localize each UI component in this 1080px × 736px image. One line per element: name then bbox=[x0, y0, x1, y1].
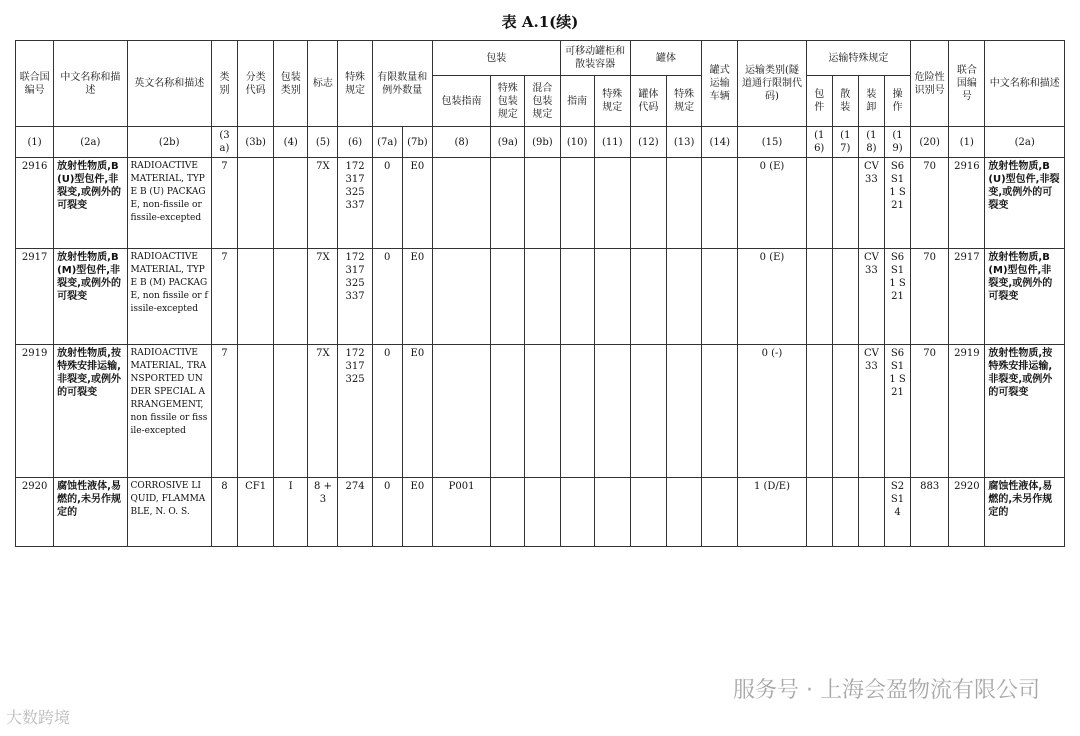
cell-labels: 7X bbox=[308, 345, 338, 478]
cell-10 bbox=[560, 478, 594, 547]
dangerous-goods-table bbox=[15, 40, 1065, 547]
cell-9b bbox=[525, 249, 560, 345]
cell-un: 2917 bbox=[16, 249, 54, 345]
colnum: (13) bbox=[667, 127, 702, 158]
cell-17 bbox=[832, 478, 858, 547]
hdr-cat: 运输类别(隧道通行限制代码) bbox=[738, 41, 806, 127]
cell-cat: 0 (E) bbox=[738, 249, 806, 345]
cell-un: 2919 bbox=[16, 345, 54, 478]
cell-7a: 0 bbox=[372, 345, 402, 478]
colnum: (18) bbox=[858, 127, 884, 158]
hdr-haz: 危险性识别号 bbox=[911, 41, 949, 127]
cell-sp: 172 317 325 337 bbox=[338, 249, 372, 345]
hdr-load: 装卸 bbox=[858, 76, 884, 127]
cell-zh: 放射性物质,B(U)型包件,非裂变,或例外的可裂变 bbox=[54, 158, 127, 249]
cell-16 bbox=[806, 345, 832, 478]
cell-zh: 放射性物质,B(M)型包件,非裂变,或例外的可裂变 bbox=[54, 249, 127, 345]
table-row bbox=[16, 345, 1065, 478]
cell-13 bbox=[667, 345, 702, 478]
cell-code bbox=[238, 249, 274, 345]
hdr-un2: 联合国编号 bbox=[949, 41, 985, 127]
colnum: (17) bbox=[832, 127, 858, 158]
cell-10 bbox=[560, 249, 594, 345]
colnum: (1) bbox=[949, 127, 985, 158]
cell-labels: 7X bbox=[308, 158, 338, 249]
colnum: (4) bbox=[274, 127, 308, 158]
cell-12 bbox=[630, 158, 666, 249]
cell-un2: 2920 bbox=[949, 478, 985, 547]
cell-haz: 70 bbox=[911, 158, 949, 249]
cell-cls: 8 bbox=[211, 478, 237, 547]
cell-14 bbox=[702, 478, 738, 547]
hdr-zh: 中文名称和描述 bbox=[54, 41, 127, 127]
cell-en: RADIOACTIVE MATERIAL, TRANSPORTED UNDER SPECIAL ARRANGEMENT, non fissile or fissile-excepted bbox=[127, 345, 211, 478]
cell-10 bbox=[560, 158, 594, 249]
cell-12 bbox=[630, 478, 666, 547]
cell-7b: E0 bbox=[402, 158, 432, 249]
cell-11 bbox=[594, 345, 630, 478]
hdr-cls: 类别 bbox=[211, 41, 237, 127]
cell-9a bbox=[491, 158, 525, 249]
hdr-zh2: 中文名称和描述 bbox=[985, 41, 1065, 127]
table-row bbox=[16, 158, 1065, 249]
colnum: (14) bbox=[702, 127, 738, 158]
cell-pi bbox=[432, 158, 490, 249]
cell-9b bbox=[525, 478, 560, 547]
table-row bbox=[16, 478, 1065, 547]
cell-9a bbox=[491, 345, 525, 478]
cell-cls: 7 bbox=[211, 158, 237, 249]
cell-zh2: 放射性物质,B(M)型包件,非裂变,或例外的可裂变 bbox=[985, 249, 1065, 345]
hdr-un: 联合国编号 bbox=[16, 41, 54, 127]
watermark-corner: 大数跨境 bbox=[6, 708, 71, 727]
hdr-code: 分类代码 bbox=[238, 41, 274, 127]
cell-pg bbox=[274, 345, 308, 478]
cell-14 bbox=[702, 158, 738, 249]
cell-7a: 0 bbox=[372, 249, 402, 345]
cell-pg bbox=[274, 249, 308, 345]
hdr-psp: 特殊包装规定 bbox=[491, 76, 525, 127]
cell-17 bbox=[832, 345, 858, 478]
cell-13 bbox=[667, 478, 702, 547]
hdr-bulk: 散装 bbox=[832, 76, 858, 127]
hdr-op: 操作 bbox=[884, 76, 910, 127]
cell-16 bbox=[806, 158, 832, 249]
hdr-veh: 罐式运输车辆 bbox=[702, 41, 738, 127]
cell-un2: 2917 bbox=[949, 249, 985, 345]
cell-pi bbox=[432, 249, 490, 345]
cell-cls: 7 bbox=[211, 345, 237, 478]
cell-9a bbox=[491, 249, 525, 345]
colnum: (10) bbox=[560, 127, 594, 158]
hdr-body: 罐体 bbox=[630, 41, 701, 76]
cell-pg bbox=[274, 158, 308, 249]
cell-16 bbox=[806, 249, 832, 345]
cell-13 bbox=[667, 158, 702, 249]
cell-9b bbox=[525, 345, 560, 478]
cell-7b: E0 bbox=[402, 345, 432, 478]
colnum: (2a) bbox=[54, 127, 127, 158]
cell-un2: 2916 bbox=[949, 158, 985, 249]
colnum: (16) bbox=[806, 127, 832, 158]
cell-cat: 1 (D/E) bbox=[738, 478, 806, 547]
cell-en: RADIOACTIVE MATERIAL, TYPE B (M) PACKAGE, non fissile or fissile-excepted bbox=[127, 249, 211, 345]
cell-16 bbox=[806, 478, 832, 547]
colnum: (3a) bbox=[211, 127, 237, 158]
colnum: (7a) bbox=[372, 127, 402, 158]
colnum: (3b) bbox=[238, 127, 274, 158]
cell-cls: 7 bbox=[211, 249, 237, 345]
colnum: (2a) bbox=[985, 127, 1065, 158]
cell-load: CV33 bbox=[858, 158, 884, 249]
cell-labels: 7X bbox=[308, 249, 338, 345]
cell-9a bbox=[491, 478, 525, 547]
cell-haz: 70 bbox=[911, 249, 949, 345]
cell-14 bbox=[702, 345, 738, 478]
colnum: (1) bbox=[16, 127, 54, 158]
cell-11 bbox=[594, 249, 630, 345]
hdr-pg: 包装类别 bbox=[274, 41, 308, 127]
colnum: (19) bbox=[884, 127, 910, 158]
cell-code bbox=[238, 345, 274, 478]
colnum: (7b) bbox=[402, 127, 432, 158]
cell-sp: 172 317 325 bbox=[338, 345, 372, 478]
cell-labels: 8 + 3 bbox=[308, 478, 338, 547]
colnum: (9b) bbox=[525, 127, 560, 158]
cell-haz: 883 bbox=[911, 478, 949, 547]
cell-11 bbox=[594, 158, 630, 249]
cell-9b bbox=[525, 158, 560, 249]
hdr-trans: 运输特殊规定 bbox=[806, 41, 910, 76]
hdr-en: 英文名称和描述 bbox=[127, 41, 211, 127]
hdr-lq: 有限数量和例外数量 bbox=[372, 41, 432, 127]
cell-load bbox=[858, 478, 884, 547]
cell-zh: 放射性物质,按特殊安排运输,非裂变,或例外的可裂变 bbox=[54, 345, 127, 478]
cell-10 bbox=[560, 345, 594, 478]
colnum: (6) bbox=[338, 127, 372, 158]
cell-op: S6 S11 S21 bbox=[884, 345, 910, 478]
cell-haz: 70 bbox=[911, 345, 949, 478]
cell-13 bbox=[667, 249, 702, 345]
cell-zh: 腐蚀性液体,易燃的,未另作规定的 bbox=[54, 478, 127, 547]
hdr-pack: 包装 bbox=[432, 41, 560, 76]
cell-7b: E0 bbox=[402, 249, 432, 345]
cell-17 bbox=[832, 158, 858, 249]
cell-load: CV33 bbox=[858, 249, 884, 345]
hdr-pkg: 包件 bbox=[806, 76, 832, 127]
table-title: 表 A.1(续) bbox=[501, 13, 579, 31]
cell-zh2: 腐蚀性液体,易燃的,未另作规定的 bbox=[985, 478, 1065, 547]
cell-sp: 172 317 325 337 bbox=[338, 158, 372, 249]
cell-op: S6 S11 S21 bbox=[884, 249, 910, 345]
hdr-ti: 指南 bbox=[560, 76, 594, 127]
cell-14 bbox=[702, 249, 738, 345]
cell-11 bbox=[594, 478, 630, 547]
cell-7b: E0 bbox=[402, 478, 432, 547]
colnum: (11) bbox=[594, 127, 630, 158]
hdr-tank: 可移动罐柜和散装容器 bbox=[560, 41, 630, 76]
cell-code bbox=[238, 158, 274, 249]
colnum: (12) bbox=[630, 127, 666, 158]
hdr-mix: 混合包装规定 bbox=[525, 76, 560, 127]
cell-cat: 0 (E) bbox=[738, 158, 806, 249]
cell-zh2: 放射性物质,按特殊安排运输,非裂变,或例外的可裂变 bbox=[985, 345, 1065, 478]
cell-un: 2916 bbox=[16, 158, 54, 249]
cell-code: CF1 bbox=[238, 478, 274, 547]
cell-12 bbox=[630, 249, 666, 345]
hdr-bcode: 罐体代码 bbox=[630, 76, 666, 127]
cell-un2: 2919 bbox=[949, 345, 985, 478]
cell-en: RADIOACTIVE MATERIAL, TYPE B (U) PACKAGE, non-fissile or fissile-excepted bbox=[127, 158, 211, 249]
cell-pg: I bbox=[274, 478, 308, 547]
cell-op: S2 S14 bbox=[884, 478, 910, 547]
cell-7a: 0 bbox=[372, 158, 402, 249]
cell-pi bbox=[432, 345, 490, 478]
colnum: (9a) bbox=[491, 127, 525, 158]
colnum: (15) bbox=[738, 127, 806, 158]
colnum: (8) bbox=[432, 127, 490, 158]
hdr-tsp: 特殊规定 bbox=[594, 76, 630, 127]
cell-load: CV33 bbox=[858, 345, 884, 478]
cell-un: 2920 bbox=[16, 478, 54, 547]
cell-en: CORROSIVE LIQUID, FLAMMABLE, N. O. S. bbox=[127, 478, 211, 547]
cell-cat: 0 (-) bbox=[738, 345, 806, 478]
colnum: (5) bbox=[308, 127, 338, 158]
cell-12 bbox=[630, 345, 666, 478]
cell-sp: 274 bbox=[338, 478, 372, 547]
hdr-labels: 标志 bbox=[308, 41, 338, 127]
colnum: (2b) bbox=[127, 127, 211, 158]
hdr-bsp: 特殊规定 bbox=[667, 76, 702, 127]
colnum: (20) bbox=[911, 127, 949, 158]
cell-7a: 0 bbox=[372, 478, 402, 547]
watermark: 服务号 · 上海会盈物流有限公司 bbox=[733, 678, 1040, 703]
cell-pi: P001 bbox=[432, 478, 490, 547]
table-row bbox=[16, 249, 1065, 345]
cell-op: S6 S11 S21 bbox=[884, 158, 910, 249]
hdr-pi: 包装指南 bbox=[432, 76, 490, 127]
cell-zh2: 放射性物质,B(U)型包件,非裂变,或例外的可裂变 bbox=[985, 158, 1065, 249]
cell-17 bbox=[832, 249, 858, 345]
hdr-sp: 特殊规定 bbox=[338, 41, 372, 127]
